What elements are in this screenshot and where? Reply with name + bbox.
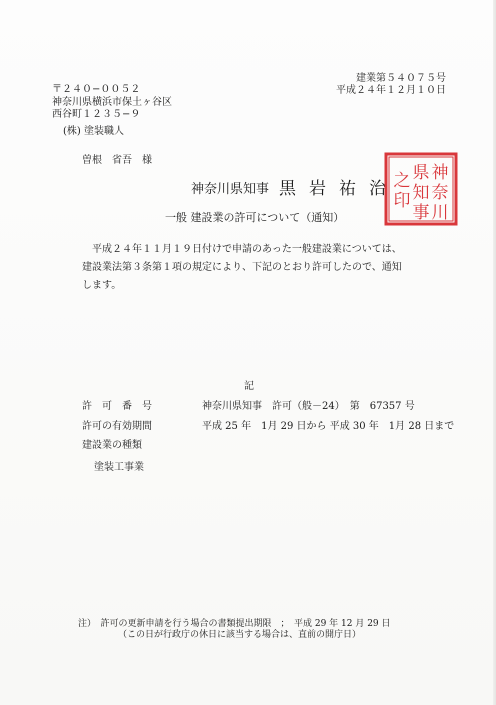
address-line-1: 神奈川県横浜市保土ヶ谷区 [52, 97, 172, 108]
seal-char: 知 [412, 183, 430, 203]
seal-char: 神 [431, 163, 449, 183]
detail-value-permit-number: 神奈川県知事 許可（般－24） 第 67357 号 [202, 401, 415, 412]
seal-char: 奈 [431, 183, 449, 203]
official-seal-stamp [384, 152, 458, 226]
seal-char: 之 [393, 171, 411, 191]
detail-label-permit-number: 許 可 番 号 [82, 401, 152, 412]
business-type-value: 塗装工事業 [94, 462, 144, 473]
detail-label-business-type: 建設業の種類 [82, 440, 142, 451]
body-line-1: 平成２４年１１月１９日付けで申請のあった一般建設業については、 [92, 244, 402, 255]
seal-char: 川 [431, 203, 449, 223]
recipient-representative: 曽根 省吾 様 [82, 155, 152, 166]
seal-char: 印 [393, 191, 411, 211]
recipient-company: (株) 塗装職人 [63, 126, 124, 137]
address-line-2: 西谷町１２３５−９ [52, 109, 141, 120]
seal-char: 事 [412, 203, 430, 223]
seal-char: 県 [412, 163, 430, 183]
issue-date: 平成２４年１２月１０日 [336, 85, 446, 96]
footnote-line-2: （この日が行政庁の休日に該当する場合は、直前の開庁日） [118, 630, 362, 640]
permit-reference-number: 建業第５４０７５号 [356, 73, 446, 84]
sender-name: 黒岩祐治 [279, 179, 399, 199]
subject-line: 一般 建設業の許可について（通知） [165, 211, 345, 224]
sender-title: 神奈川県知事 [191, 182, 270, 197]
footnote-line-1: 注） 許可の更新申請を行う場合の書類提出期限 ； 平成 29 年 12 月 29 日 [78, 619, 391, 629]
postal-code: 〒２４０−００５２ [52, 84, 141, 95]
detail-value-validity: 平成 25 年 1月 29 日から 平成 30 年 1月 28 日まで [202, 421, 455, 432]
body-line-3: します。 [82, 280, 122, 291]
ki-marker: 記 [244, 381, 254, 392]
body-line-2: 建設業法第３条第１項の規定により、下記のとおり許可したので、通知 [82, 262, 402, 273]
detail-label-validity: 許可の有効期間 [82, 421, 152, 432]
